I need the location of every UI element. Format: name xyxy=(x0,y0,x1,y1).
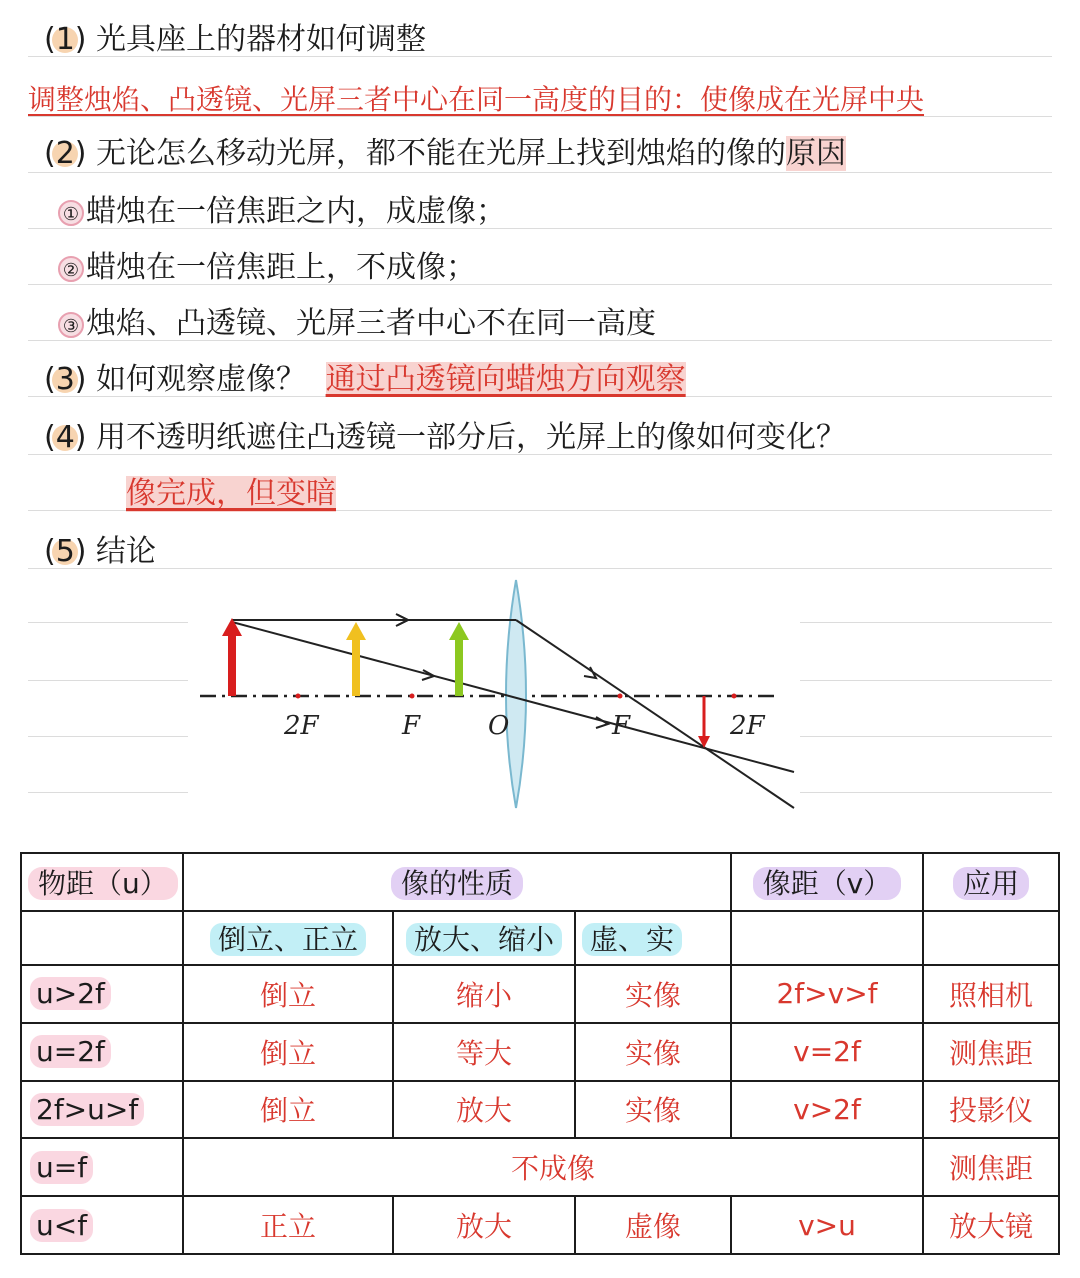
question-2-number: (2) xyxy=(44,136,87,171)
orient-cell: 倒立 xyxy=(183,1023,393,1081)
reason-2-mark: ② xyxy=(58,256,84,282)
table-row xyxy=(21,1138,1059,1196)
question-5-text: 结论 xyxy=(96,534,157,569)
question-4-answer: 像完成，但变暗 xyxy=(126,476,336,511)
v-cell: v=2f xyxy=(731,1023,923,1081)
real-cell: 虚像 xyxy=(575,1196,731,1254)
label-o: O xyxy=(488,711,510,741)
question-3-text: 如何观察虚像？ xyxy=(96,362,307,397)
question-4-number: (4) xyxy=(44,420,87,455)
v-cell: v>2f xyxy=(731,1081,923,1139)
question-1-text: 光具座上的器材如何调整 xyxy=(96,22,427,57)
question-5 xyxy=(44,534,156,570)
dot-2f-left xyxy=(296,694,301,699)
cond-cell: u<f xyxy=(21,1196,183,1254)
table-row xyxy=(21,1081,1059,1139)
cond-cell: 2f>u>f xyxy=(21,1081,183,1139)
v-cell: v>u xyxy=(731,1196,923,1254)
label-2f-right: 2F xyxy=(730,711,765,741)
size-cell: 缩小 xyxy=(393,965,575,1023)
reason-2-text: 蜡烛在一倍焦距上，不成像； xyxy=(86,250,476,285)
table-row xyxy=(21,1023,1059,1081)
dot-2f-right xyxy=(732,694,737,699)
question-1-number: (1) xyxy=(44,22,87,57)
v-cell: 2f>v>f xyxy=(731,965,923,1023)
object-arrow-near-head xyxy=(449,622,469,640)
cond-cell: u=2f xyxy=(21,1023,183,1081)
convex-lens-ray-diagram xyxy=(190,572,802,812)
question-3 xyxy=(44,362,686,398)
header-use: 应用 xyxy=(923,853,1059,911)
size-cell: 放大 xyxy=(393,1081,575,1139)
size-cell: 放大 xyxy=(393,1196,575,1254)
label-2f-left: 2F xyxy=(284,711,319,741)
question-2-text: 无论怎么移动光屏，都不能在光屏上找到烛焰的像的 xyxy=(96,136,787,171)
question-4-text: 用不透明纸遮住凸透镜一部分后，光屏上的像如何变化？ xyxy=(96,420,847,455)
subheader-empty-v xyxy=(731,911,923,965)
use-cell: 投影仪 xyxy=(923,1081,1059,1139)
reason-3 xyxy=(58,306,656,342)
merged-cell: 不成像 xyxy=(183,1138,923,1196)
use-cell: 测焦距 xyxy=(923,1023,1059,1081)
dot-f-right xyxy=(618,694,623,699)
use-cell: 放大镜 xyxy=(923,1196,1059,1254)
reason-1-mark: ① xyxy=(58,200,84,226)
subheader-size: 放大、缩小 xyxy=(393,911,575,965)
reason-1-text: 蜡烛在一倍焦距之内，成虚像； xyxy=(86,194,506,229)
reason-2 xyxy=(58,250,476,286)
header-nature: 像的性质 xyxy=(183,853,731,911)
question-1 xyxy=(44,22,426,58)
subheader-real: 虚、实 xyxy=(575,911,731,965)
question-3-answer: 通过凸透镜向蜡烛方向观察 xyxy=(325,362,686,397)
cond-cell: u=f xyxy=(21,1138,183,1196)
dot-f-left xyxy=(410,694,415,699)
label-f-left: F xyxy=(402,711,421,741)
table-header-row xyxy=(21,853,1059,911)
real-cell: 实像 xyxy=(575,965,731,1023)
table-row xyxy=(21,965,1059,1023)
real-cell: 实像 xyxy=(575,1023,731,1081)
object-arrow-mid xyxy=(352,638,360,696)
reason-1 xyxy=(58,194,506,230)
use-cell: 照相机 xyxy=(923,965,1059,1023)
question-1-answer: 调整烛焰、凸透镜、光屏三者中心在同一高度的目的：使像成在光屏中央 xyxy=(28,83,925,116)
lens-imaging-table xyxy=(20,852,1060,1255)
orient-cell: 倒立 xyxy=(183,1081,393,1139)
use-cell: 测焦距 xyxy=(923,1138,1059,1196)
object-arrow-mid-head xyxy=(346,622,366,640)
table-subheader-row xyxy=(21,911,1059,965)
orient-cell: 倒立 xyxy=(183,965,393,1023)
ray-arrow-4 xyxy=(596,717,608,728)
question-5-number: (5) xyxy=(44,534,87,569)
question-2-highlight: 原因 xyxy=(786,136,847,171)
question-3-number: (3) xyxy=(44,362,87,397)
orient-cell: 正立 xyxy=(183,1196,393,1254)
subheader-empty-use xyxy=(923,911,1059,965)
label-f-right: F xyxy=(612,711,631,741)
cond-cell: u>2f xyxy=(21,965,183,1023)
reason-3-text: 烛焰、凸透镜、光屏三者中心不在同一高度 xyxy=(86,306,656,341)
question-2 xyxy=(44,136,846,172)
reason-3-mark: ③ xyxy=(58,312,84,338)
header-u: 物距（u） xyxy=(21,853,183,911)
header-v: 像距（v） xyxy=(731,853,923,911)
subheader-empty-left xyxy=(21,911,183,965)
convex-lens xyxy=(506,580,526,808)
real-cell: 实像 xyxy=(575,1081,731,1139)
object-arrow-far xyxy=(228,632,236,696)
question-4 xyxy=(44,420,846,456)
size-cell: 等大 xyxy=(393,1023,575,1081)
object-arrow-near xyxy=(455,638,463,696)
table-row xyxy=(21,1196,1059,1254)
subheader-orient: 倒立、正立 xyxy=(183,911,393,965)
